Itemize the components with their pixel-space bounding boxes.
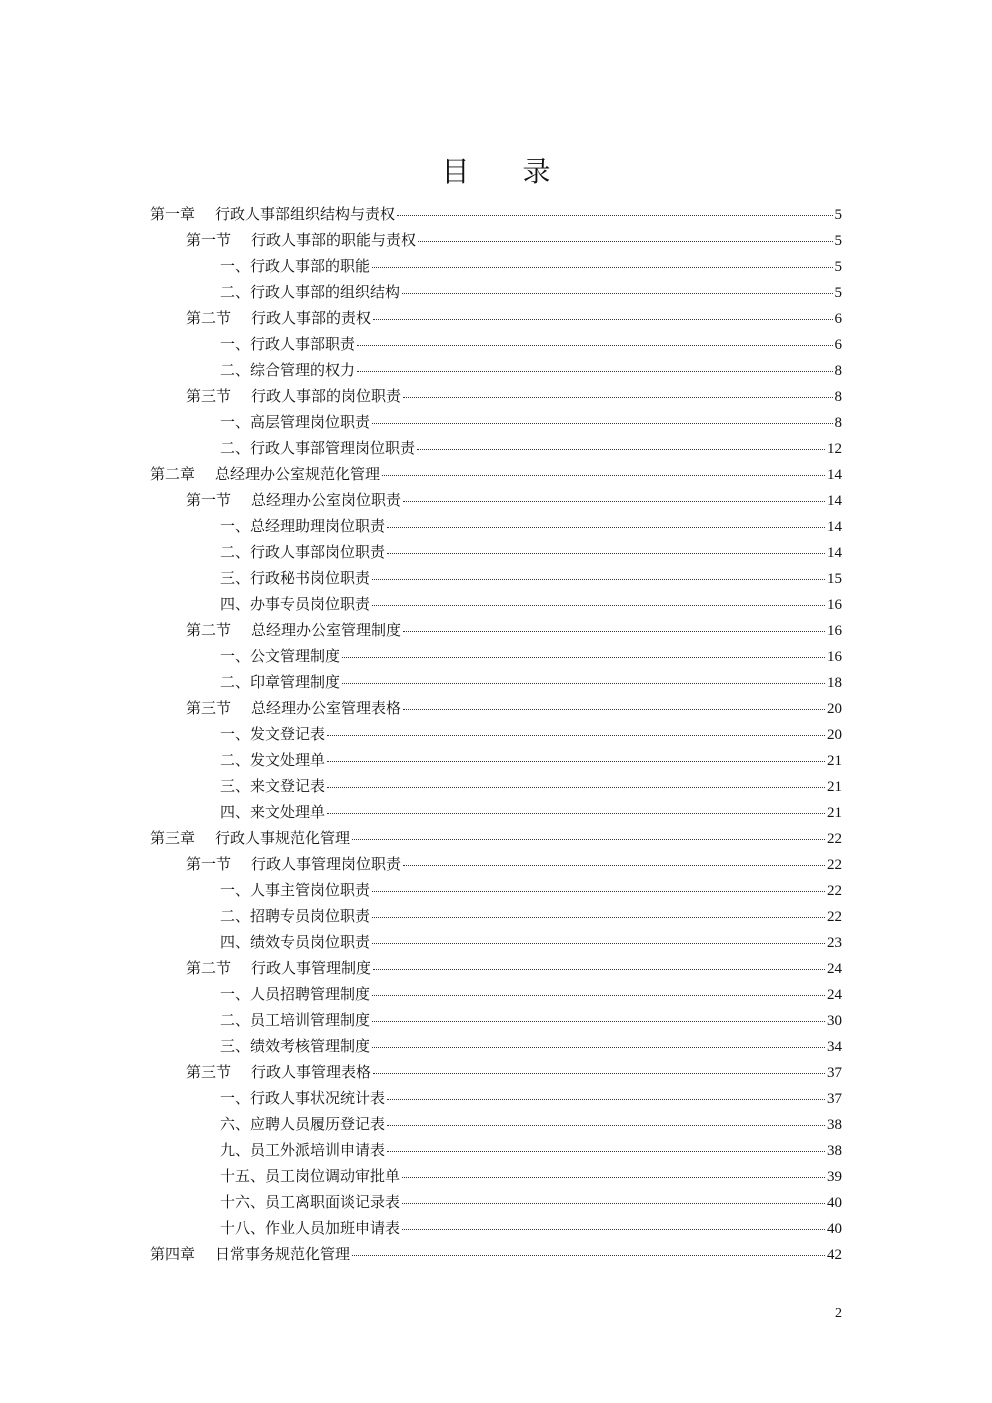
toc-entry-title: 总经理办公室岗位职责 (251, 491, 402, 509)
toc-entry-title: 日常事务规范化管理 (215, 1245, 351, 1263)
toc-dot-leader (402, 273, 832, 294)
toc-dot-leader (342, 663, 825, 684)
toc-entry-page: 14 (827, 467, 842, 483)
toc-dot-leader (373, 1053, 825, 1074)
toc-entry-page: 21 (827, 805, 842, 821)
toc-entry-number: 一、 (220, 335, 251, 353)
toc-entry-number: 十六、 (220, 1193, 266, 1211)
toc-entry-number: 六、 (220, 1115, 251, 1133)
page-number: 2 (835, 1306, 842, 1321)
toc-entry-number: 一、 (220, 881, 251, 899)
toc-entry-number: 第一章 (150, 205, 196, 223)
toc-entry-title: 行政人事部职责 (250, 335, 356, 353)
toc-entry-title: 绩效考核管理制度 (250, 1037, 371, 1055)
toc-entry-title: 行政人事状况统计表 (250, 1089, 386, 1107)
toc-dot-leader (387, 1131, 825, 1152)
toc-entry-number: 一、 (220, 725, 251, 743)
toc-entry-title: 行政人事规范化管理 (215, 829, 351, 847)
toc-entry-page: 22 (827, 831, 842, 847)
toc-entry-title: 行政人事部的责权 (251, 309, 372, 327)
toc-dot-leader (402, 1183, 825, 1204)
toc-dot-leader (372, 585, 825, 606)
toc-entry-number: 一、 (220, 647, 251, 665)
toc-entry-title: 行政人事部的职能 (250, 257, 371, 275)
toc-entry-number: 三、 (220, 1037, 251, 1055)
toc-entry-page: 23 (827, 935, 842, 951)
toc-entry-number: 三、 (220, 569, 251, 587)
toc-dot-leader (342, 637, 825, 658)
toc-entry-page: 22 (827, 883, 842, 899)
toc-entry-number: 二、 (220, 907, 251, 925)
toc-dot-leader (373, 949, 825, 970)
toc-dot-leader (387, 507, 825, 528)
toc-dot-leader (403, 689, 825, 710)
toc-dot-leader (382, 455, 825, 476)
toc-entry-number: 十五、 (220, 1167, 266, 1185)
toc-entry-page: 8 (834, 363, 842, 379)
toc-dot-leader (403, 611, 825, 632)
toc-dot-leader (352, 1235, 825, 1256)
toc-entry-page: 18 (827, 675, 842, 691)
toc-entry-page: 20 (827, 727, 842, 743)
toc-dot-leader (417, 429, 825, 450)
toc-dot-leader (387, 1105, 825, 1126)
toc-dot-leader (402, 1157, 825, 1178)
toc-entry-page: 24 (827, 987, 842, 1003)
toc-entry-number: 二、 (220, 439, 251, 457)
toc-entry-page: 5 (834, 233, 842, 249)
toc-entry-title: 来文处理单 (250, 803, 326, 821)
toc-entry-page: 15 (827, 571, 842, 587)
toc-entry-title: 绩效专员岗位职责 (250, 933, 371, 951)
toc-dot-leader (372, 1027, 825, 1048)
toc-entry-number: 第三节 (186, 1063, 232, 1081)
toc-entry-number: 第三节 (186, 699, 232, 717)
toc-entry-number: 第四章 (150, 1245, 196, 1263)
toc-entry-number: 二、 (220, 283, 251, 301)
toc-entry-title: 总经理办公室管理表格 (251, 699, 402, 717)
toc-dot-leader (418, 221, 832, 242)
toc-entry-number: 第二节 (186, 309, 232, 327)
toc-entry-number: 四、 (220, 803, 251, 821)
toc-entry-number: 第二节 (186, 621, 232, 639)
toc-entry-page: 40 (827, 1221, 842, 1237)
toc-entry-page: 16 (827, 597, 842, 613)
toc-entry-page: 8 (834, 389, 842, 405)
toc-entry-number: 一、 (220, 985, 251, 1003)
toc-entry-page: 24 (827, 961, 842, 977)
toc-dot-leader (327, 767, 825, 788)
toc-entry-page: 37 (827, 1065, 842, 1081)
toc-entry-page: 22 (827, 909, 842, 925)
toc-dot-leader (327, 793, 825, 814)
toc-entry-title: 总经理办公室管理制度 (251, 621, 402, 639)
toc-entry-number: 二、 (220, 1011, 251, 1029)
toc-entry-number: 第二章 (150, 465, 196, 483)
toc-dot-leader (327, 715, 825, 736)
table-of-contents (150, 198, 842, 1264)
toc-dot-leader (403, 845, 825, 866)
toc-entry-page: 5 (834, 207, 842, 223)
toc-entry-number: 一、 (220, 413, 251, 431)
toc-entry-page: 38 (827, 1143, 842, 1159)
toc-title: 目 录 (441, 155, 573, 188)
toc-entry-page: 14 (827, 519, 842, 535)
toc-entry-title: 总经理办公室规范化管理 (215, 465, 381, 483)
toc-entry-title: 员工离职面谈记录表 (265, 1193, 401, 1211)
toc-entry-page: 34 (827, 1039, 842, 1055)
toc-entry-page: 6 (834, 337, 842, 353)
toc-entry-page: 12 (827, 441, 842, 457)
toc-dot-leader (357, 351, 832, 372)
toc-entry-number: 三、 (220, 777, 251, 795)
toc-entry-title: 行政人事管理制度 (251, 959, 372, 977)
toc-entry-page: 39 (827, 1169, 842, 1185)
toc-dot-leader (372, 871, 825, 892)
toc-entry-title: 行政人事部的职能与责权 (251, 231, 417, 249)
toc-entry-title: 应聘人员履历登记表 (250, 1115, 386, 1133)
toc-chapter-entry[interactable] (150, 1238, 842, 1264)
toc-dot-leader (372, 923, 825, 944)
toc-entry-title: 发文处理单 (250, 751, 326, 769)
toc-dot-leader (372, 975, 825, 996)
toc-dot-leader (372, 1001, 825, 1022)
toc-dot-leader (397, 195, 832, 216)
toc-entry-page: 37 (827, 1091, 842, 1107)
toc-entry-title: 行政秘书岗位职责 (250, 569, 371, 587)
toc-entry-number: 二、 (220, 361, 251, 379)
toc-entry-title: 作业人员加班申请表 (265, 1219, 401, 1237)
toc-dot-leader (403, 481, 825, 502)
toc-dot-leader (387, 533, 825, 554)
toc-entry-page: 20 (827, 701, 842, 717)
toc-entry-number: 一、 (220, 1089, 251, 1107)
toc-dot-leader (373, 299, 832, 320)
toc-entry-page: 16 (827, 623, 842, 639)
toc-entry-title: 员工培训管理制度 (250, 1011, 371, 1029)
toc-entry-page: 14 (827, 545, 842, 561)
toc-entry-page: 14 (827, 493, 842, 509)
toc-entry-page: 21 (827, 779, 842, 795)
toc-entry-page: 5 (834, 285, 842, 301)
toc-dot-leader (372, 247, 832, 268)
toc-entry-page: 6 (834, 311, 842, 327)
toc-entry-title: 总经理助理岗位职责 (250, 517, 386, 535)
toc-entry-number: 一、 (220, 517, 251, 535)
toc-entry-page: 22 (827, 857, 842, 873)
toc-entry-title: 行政人事部管理岗位职责 (250, 439, 416, 457)
toc-entry-title: 行政人事部的岗位职责 (251, 387, 402, 405)
toc-entry-title: 行政人事管理岗位职责 (251, 855, 402, 873)
toc-entry-number: 一、 (220, 257, 251, 275)
toc-entry-title: 行政人事部岗位职责 (250, 543, 386, 561)
toc-dot-leader (372, 559, 825, 580)
toc-entry-page: 21 (827, 753, 842, 769)
toc-entry-title: 来文登记表 (250, 777, 326, 795)
toc-dot-leader (372, 403, 832, 424)
toc-entry-title: 公文管理制度 (250, 647, 341, 665)
toc-entry-number: 四、 (220, 933, 251, 951)
toc-dot-leader (387, 1079, 825, 1100)
toc-entry-number: 二、 (220, 673, 251, 691)
toc-entry-number: 第三章 (150, 829, 196, 847)
toc-entry-number: 第二节 (186, 959, 232, 977)
toc-entry-page: 30 (827, 1013, 842, 1029)
toc-dot-leader (372, 897, 825, 918)
toc-entry-number: 第三节 (186, 387, 232, 405)
toc-dot-leader (402, 1209, 825, 1230)
toc-entry-page: 42 (827, 1247, 842, 1263)
toc-entry-page: 8 (834, 415, 842, 431)
toc-entry-page: 40 (827, 1195, 842, 1211)
toc-entry-page: 16 (827, 649, 842, 665)
toc-dot-leader (327, 741, 825, 762)
toc-entry-number: 第一节 (186, 231, 232, 249)
toc-entry-page: 5 (834, 259, 842, 275)
toc-entry-title: 行政人事管理表格 (251, 1063, 372, 1081)
toc-dot-leader (403, 377, 832, 398)
toc-entry-number: 二、 (220, 543, 251, 561)
toc-entry-number: 九、 (220, 1141, 251, 1159)
toc-dot-leader (352, 819, 825, 840)
toc-entry-title: 人事主管岗位职责 (250, 881, 371, 899)
toc-entry-title: 印章管理制度 (250, 673, 341, 691)
toc-dot-leader (357, 325, 832, 346)
toc-entry-number: 二、 (220, 751, 251, 769)
toc-entry-title: 人员招聘管理制度 (250, 985, 371, 1003)
toc-entry-page: 38 (827, 1117, 842, 1133)
toc-entry-title: 行政人事部的组织结构 (250, 283, 401, 301)
toc-entry-number: 十八、 (220, 1219, 266, 1237)
toc-entry-title: 员工岗位调动审批单 (265, 1167, 401, 1185)
toc-entry-title: 行政人事部组织结构与责权 (215, 205, 396, 223)
toc-entry-title: 发文登记表 (250, 725, 326, 743)
toc-entry-title: 综合管理的权力 (250, 361, 356, 379)
toc-entry-number: 第一节 (186, 855, 232, 873)
toc-entry-title: 办事专员岗位职责 (250, 595, 371, 613)
toc-entry-number: 第一节 (186, 491, 232, 509)
toc-entry-title: 招聘专员岗位职责 (250, 907, 371, 925)
toc-entry-title: 员工外派培训申请表 (250, 1141, 386, 1159)
toc-entry-title: 高层管理岗位职责 (250, 413, 371, 431)
toc-entry-number: 四、 (220, 595, 251, 613)
